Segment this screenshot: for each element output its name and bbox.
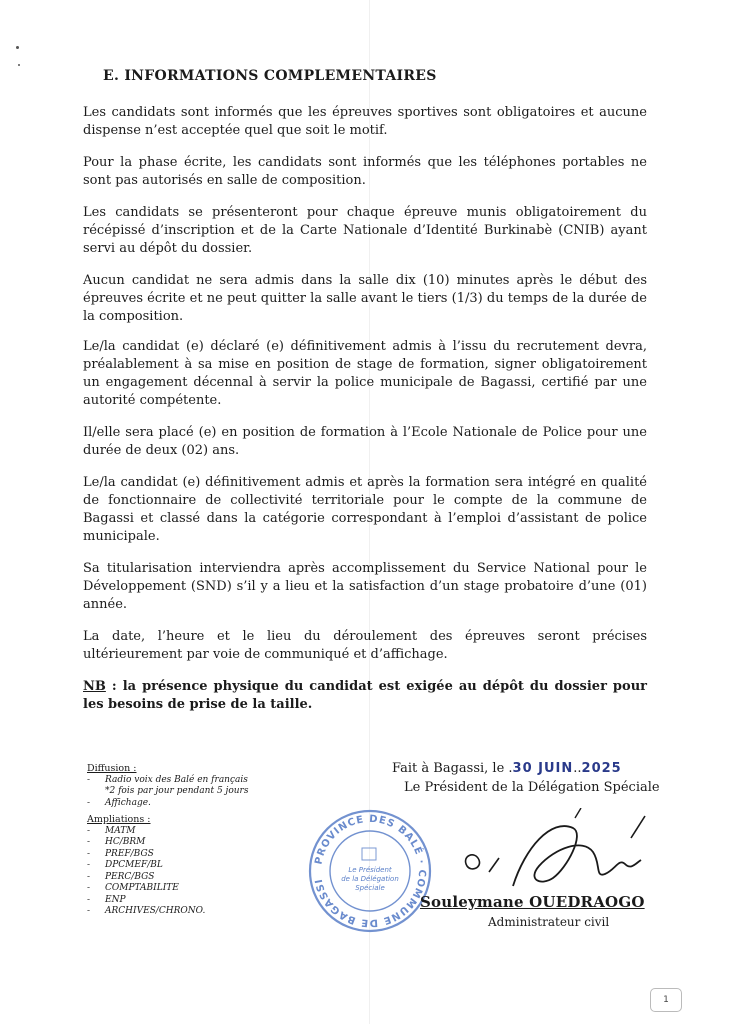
- paragraph-9: La date, l’heure et le lieu du déroulement des épreuves seront précises ultérieurement par voie de communiqué et d’affichage.: [83, 629, 647, 662]
- ampliation-item: - PREF/BGS: [87, 848, 154, 859]
- paragraph-8: Sa titularisation interviendra après accomplissement du Service National pour le Développement (SND) s’il y a lieu et la satisfaction d’un stage probatoire d’une (01) année.: [83, 561, 647, 612]
- section-heading: E. INFORMATIONS COMPLEMENTAIRES: [103, 68, 437, 84]
- stamp-line-2: de la Délégation: [341, 875, 399, 883]
- ampliation-item: - DPCMEF/BL: [87, 860, 163, 870]
- ampliation-item: - ENP: [87, 894, 126, 905]
- stamp-emblem-icon: [362, 848, 376, 860]
- paragraph-1: Les candidats sont informés que les épreuves sportives sont obligatoires et aucune dispense n’est acceptée quel que soit le motif.: [83, 105, 647, 138]
- handwritten-signature: [455, 808, 665, 898]
- handwritten-year: 2025: [581, 761, 622, 776]
- ampliation-item: - HC/BRM: [87, 837, 146, 847]
- diffusion-title: Diffusion :: [87, 763, 137, 774]
- ampliation-item: - COMPTABILITE: [87, 883, 179, 893]
- ampliations-block: [87, 814, 205, 918]
- paragraph-7: Le/la candidat (e) définitivement admis et après la formation sera intégré en qualité de fonctionnaire de collectivité territoriale pour le compte de la commune de Bagassi et classé dans la catégorie correspondant à l’emploi d’assistant de police municipale.: [83, 475, 647, 544]
- paragraph-3: Les candidats se présenteront pour chaque épreuve munis obligatoirement du récépissé d’inscription et de la Carte Nationale d’Identité Burkinabè (CNIB) ayant servi au dépôt du dossier.: [83, 205, 647, 256]
- ampliations-title: Ampliations :: [87, 814, 151, 825]
- scan-speck: [16, 46, 19, 49]
- diffusion-item: *2 fois par jour pendant 5 jours: [105, 786, 249, 796]
- paragraph-5: Le/la candidat (e) déclaré (e) définitivement admis à l’issu du recrutement devra, préalablement à sa mise en position de stage de formation, signer obligatoirement un engagement décennal à servir la police municipale de Bagassi, certifié par une autorité compétente.: [83, 339, 647, 408]
- paragraph-2: Pour la phase écrite, les candidats sont informés que les téléphones portables ne sont pas autorisés en salle de composition.: [83, 155, 647, 188]
- nb-text: : la présence physique du candidat est exigée au dépôt du dossier pour les besoins de prise de la taille.: [83, 679, 647, 712]
- official-stamp: [307, 808, 433, 934]
- ampliation-item: - ARCHIVES/CHRONO.: [87, 906, 206, 916]
- date-dots: ..: [573, 761, 582, 776]
- nb-note: [83, 678, 647, 714]
- signatory-name: Souleymane OUEDRAOGO: [420, 893, 645, 911]
- paragraph-4: Aucun candidat ne sera admis dans la salle dix (10) minutes après le début des épreuves écrite et ne peut quitter la salle avant le tiers (1/3) du temps de la durée de la composition.: [83, 273, 647, 324]
- stamp-ring-text: PROVINCE DES BALÉ · COMMUNE DE BAGASSI: [313, 813, 428, 929]
- stamp-line-1: Le Président: [348, 866, 392, 874]
- signatory-role: Administrateur civil: [488, 915, 610, 929]
- place-text: Fait à Bagassi, le .: [392, 761, 513, 776]
- paragraph-6: Il/elle sera placé (e) en position de formation à l’Ecole Nationale de Police pour une durée de deux (02) ans.: [83, 425, 647, 458]
- nb-label: NB: [83, 679, 106, 694]
- diffusion-item: - Radio voix des Balé en français: [87, 774, 248, 785]
- position-title: Le Président de la Délégation Spéciale: [404, 780, 660, 795]
- stamp-line-3: Spéciale: [355, 884, 385, 892]
- diffusion-block: [87, 763, 248, 809]
- ampliation-item: - PERC/BGS: [87, 871, 155, 882]
- page-number: 1: [650, 988, 682, 1012]
- diffusion-item: - Affichage.: [87, 797, 151, 808]
- handwritten-date: 30 JUIN: [512, 761, 574, 776]
- ampliation-item: - MATM: [87, 825, 136, 836]
- place-date-line: [392, 761, 622, 776]
- scan-speck: [18, 64, 20, 66]
